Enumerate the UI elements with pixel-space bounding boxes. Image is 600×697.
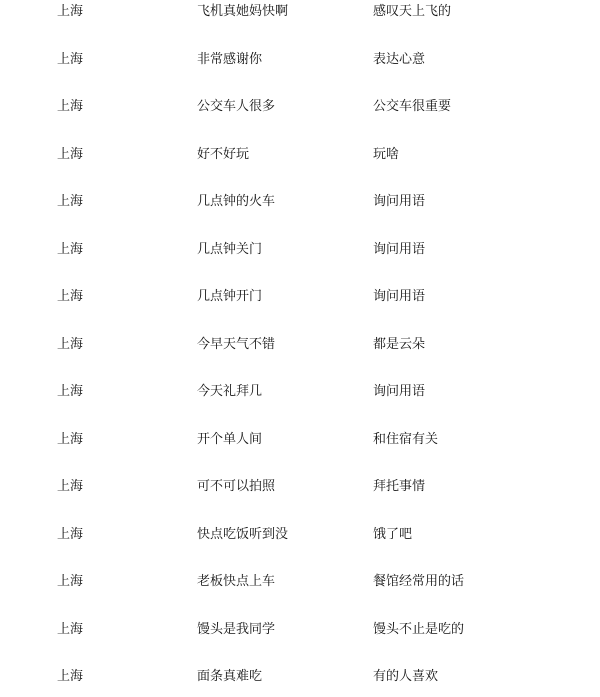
phrase-cell: 馒头是我同学 [197, 621, 276, 637]
table-row [0, 475, 600, 499]
phrase-cell: 快点吃饭听到没 [197, 526, 289, 542]
city-cell: 上海 [57, 621, 84, 637]
note-cell: 有的人喜欢 [373, 669, 439, 684]
note-cell: 公交车很重要 [373, 99, 452, 114]
table-row [0, 380, 600, 404]
table-row [0, 190, 600, 214]
table-row [0, 665, 600, 689]
city-cell: 上海 [57, 669, 84, 684]
note-cell: 玩啥 [373, 146, 400, 162]
city-cell: 上海 [57, 336, 84, 352]
note-cell: 拜托事情 [373, 479, 426, 494]
phrase-cell: 开个单人间 [197, 431, 263, 447]
city-cell: 上海 [57, 431, 84, 447]
note-cell: 感叹天上飞的 [373, 4, 452, 19]
note-cell: 和住宿有关 [373, 431, 439, 447]
phrase-cell: 几点钟的火车 [197, 194, 276, 209]
phrase-cell: 今早天气不错 [197, 336, 276, 352]
city-cell: 上海 [57, 241, 84, 257]
table-row [0, 0, 600, 24]
table-row [0, 523, 600, 547]
phrase-cell: 几点钟开门 [197, 289, 263, 304]
note-cell: 询问用语 [373, 289, 426, 304]
table-row [0, 618, 600, 642]
phrase-cell: 今天礼拜几 [197, 384, 263, 399]
table-row [0, 333, 600, 357]
note-cell: 餐馆经常用的话 [373, 574, 465, 589]
table-row [0, 428, 600, 452]
note-cell: 都是云朵 [373, 336, 426, 352]
city-cell: 上海 [57, 4, 84, 19]
city-cell: 上海 [57, 384, 84, 399]
phrase-cell: 好不好玩 [197, 146, 250, 162]
city-cell: 上海 [57, 289, 84, 304]
table-row [0, 570, 600, 594]
phrase-cell: 面条真难吃 [197, 669, 263, 684]
note-cell: 饿了吧 [373, 526, 413, 542]
note-cell: 询问用语 [373, 194, 426, 209]
phrase-cell: 非常感谢你 [197, 51, 263, 67]
city-cell: 上海 [57, 526, 84, 542]
phrase-cell: 可不可以拍照 [197, 479, 276, 494]
table-row [0, 143, 600, 167]
city-cell: 上海 [57, 574, 84, 589]
note-cell: 表达心意 [373, 51, 426, 67]
city-cell: 上海 [57, 194, 84, 209]
phrase-cell: 飞机真她妈快啊 [197, 4, 289, 19]
table-row [0, 95, 600, 119]
note-cell: 询问用语 [373, 384, 426, 399]
phrase-cell: 几点钟关门 [197, 241, 263, 257]
note-cell: 馒头不止是吃的 [373, 621, 465, 637]
city-cell: 上海 [57, 51, 84, 67]
phrase-cell: 公交车人很多 [197, 99, 276, 114]
note-cell: 询问用语 [373, 241, 426, 257]
table-row [0, 285, 600, 309]
city-cell: 上海 [57, 146, 84, 162]
city-cell: 上海 [57, 479, 84, 494]
table-row [0, 48, 600, 72]
phrase-cell: 老板快点上车 [197, 574, 276, 589]
table-row [0, 238, 600, 262]
city-cell: 上海 [57, 99, 84, 114]
